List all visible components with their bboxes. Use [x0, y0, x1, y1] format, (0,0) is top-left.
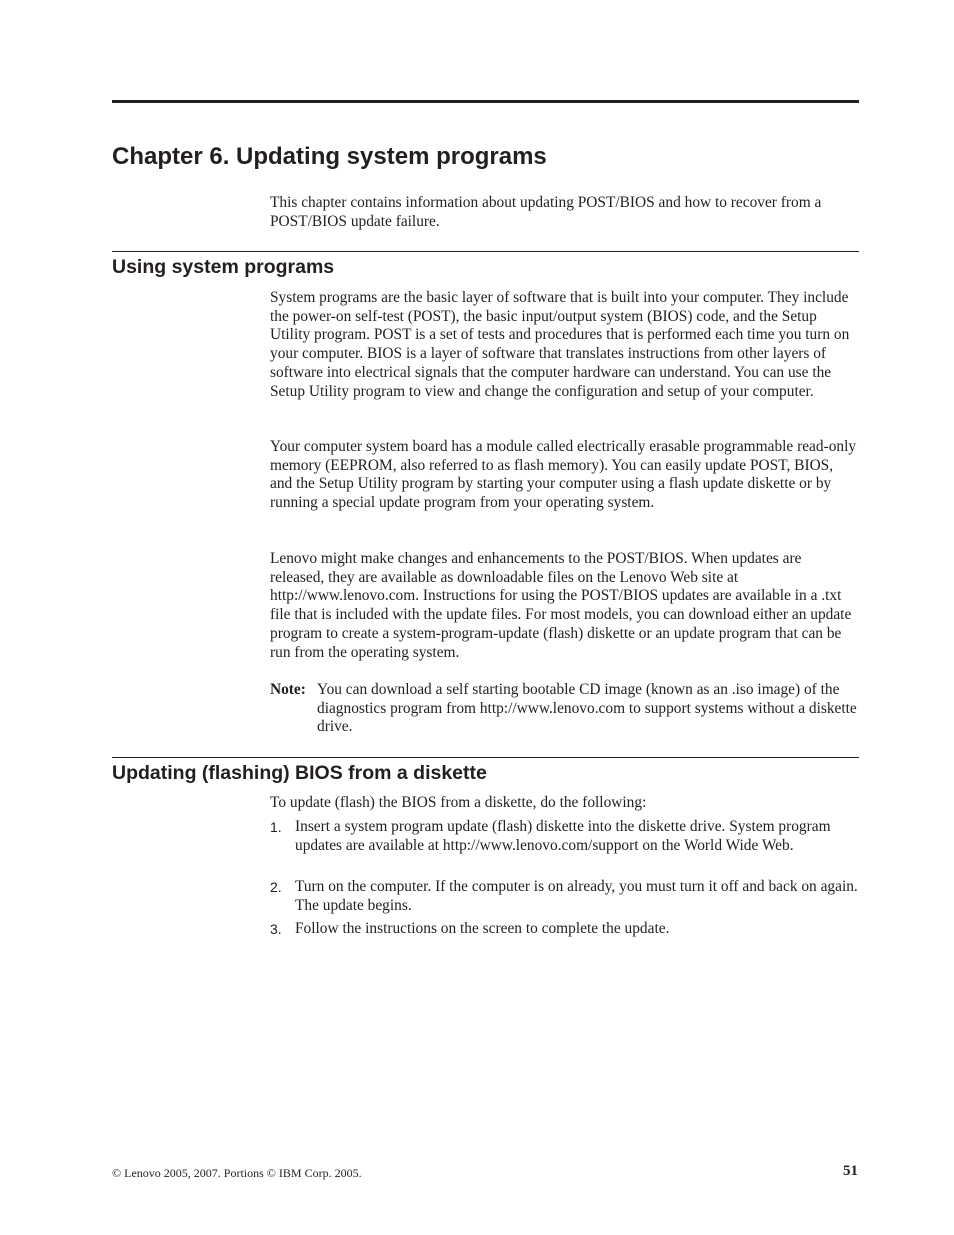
paragraph-eeprom: Your computer system board has a module called electrically erasable programmable read-only memory (EEPROM, also referred to as flash memory). You can easily update POST, BIOS, and the Setup Utility program by starting your computer using a flash update diskette or by running a special update program from your operating system.: [270, 438, 857, 512]
section-heading-flash: Updating (flashing) BIOS from a diskette: [112, 762, 487, 784]
paragraph-lenovo-updates: Lenovo might make changes and enhancements to the POST/BIOS. When updates are released, they are available as downloadable files on the Lenovo Web site at http://www.lenovo.com. Instructions for using the POST/BIOS updates are available in a .txt file that is included with the update files. For most models, you can download either an update program to create a system-program-update (flash) diskette or an update program that can be run from the operating system.: [270, 550, 852, 661]
section-heading-using: Using system programs: [112, 256, 335, 278]
chapter-intro: This chapter contains information about updating POST/BIOS and how to recover from a POST/BIOS update failure.: [270, 194, 822, 230]
step-text: Insert a system program update (flash) diskette into the diskette drive. System program updates are available at http://www.lenovo.com/support on the World Wide Web.: [295, 818, 831, 854]
section-rule-flash: [112, 757, 859, 758]
note-label: Note:: [270, 681, 306, 698]
section-rule-using: [112, 251, 859, 252]
step-text: Turn on the computer. If the computer is on already, you must turn it off and back on again. The update begins.: [295, 878, 858, 914]
step-text: Follow the instructions on the screen to complete the update.: [295, 920, 670, 937]
top-rule: [112, 100, 859, 103]
step-number: 2.: [270, 879, 282, 895]
note-text: You can download a self starting bootable CD image (known as an .iso image) of the diagnostics program from http://www.lenovo.com to support systems without a diskette drive.: [317, 681, 857, 736]
step-number: 3.: [270, 921, 282, 937]
flash-intro: To update (flash) the BIOS from a diskette, do the following:: [270, 794, 647, 811]
list-item: [270, 818, 858, 855]
chapter-title: Chapter 6. Updating system programs: [112, 143, 547, 170]
step-number: 1.: [270, 819, 282, 835]
page-number: 51: [843, 1163, 858, 1179]
list-item: [270, 878, 858, 915]
list-item: [270, 920, 858, 939]
note: [270, 681, 858, 737]
paragraph-system-programs: System programs are the basic layer of software that is built into your computer. They include the power-on self-test (POST), the basic input/output system (BIOS) code, and the Setup Utility program. POST is a set of tests and procedures that is performed each time you turn on your computer. BIOS is a layer of software that translates instructions from other layers of software into electrical signals that the computer hardware can understand. You can use the Setup Utility program to view and change the configuration and setup of your computer.: [270, 289, 850, 400]
footer-copyright: © Lenovo 2005, 2007. Portions © IBM Corp. 2005.: [112, 1166, 362, 1180]
